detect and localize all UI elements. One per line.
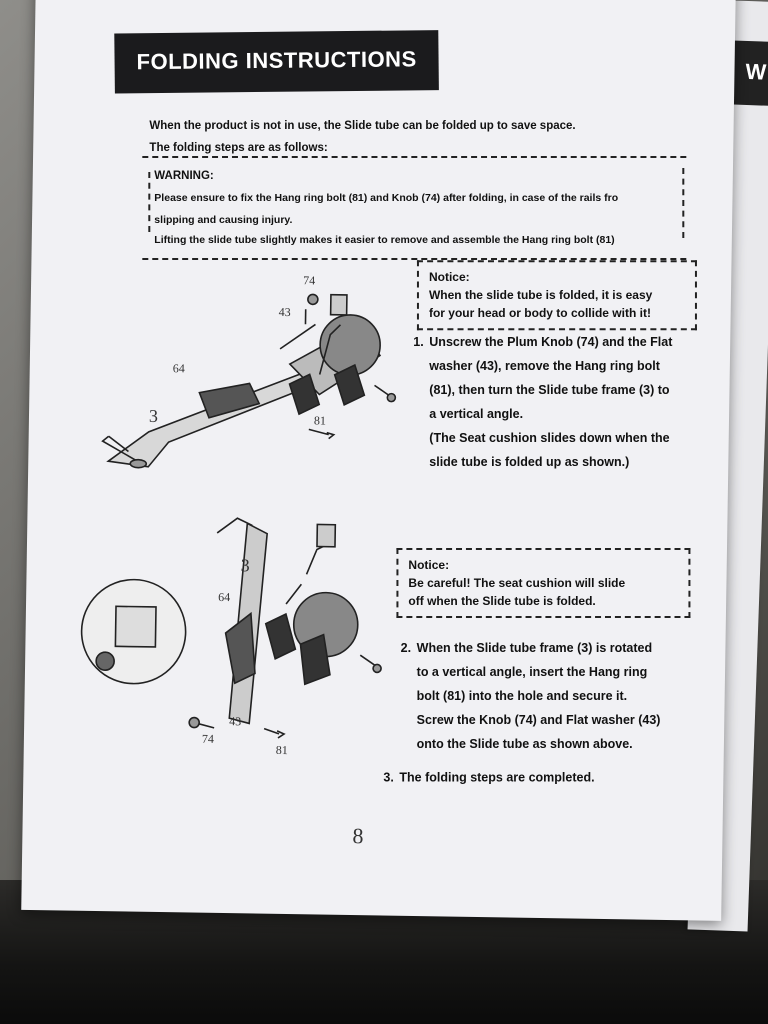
figure-2-rower-folded <box>73 511 397 786</box>
step-2-number: 2. <box>400 640 412 655</box>
fig1-label-64: 64 <box>172 361 185 376</box>
next-page-tab: W <box>730 40 768 106</box>
fig1-label-81: 81 <box>313 413 327 428</box>
fig1-label-43: 43 <box>278 304 291 320</box>
step-2-line-2: to a vertical angle, insert the Hang ring <box>416 664 648 679</box>
step-1-line-4: a vertical angle. <box>429 407 524 422</box>
step-2-line-1: When the Slide tube frame (3) is rotated <box>416 640 653 655</box>
notice-1-line-2: for your head or body to collide with it! <box>428 306 651 321</box>
title-banner <box>114 30 439 93</box>
step-1-line-6: slide tube is folded up as shown.) <box>429 455 630 470</box>
manual-page <box>21 0 736 921</box>
intro-line-2: The folding steps are as follows: <box>149 142 328 155</box>
fig2-label-81: 81 <box>275 742 288 758</box>
step-1-line-2: washer (43), remove the Hang ring bolt <box>429 359 660 374</box>
figure-1-rower-unfolded <box>88 261 412 496</box>
notice-2-line-2: off when the Slide tube is folded. <box>408 594 596 609</box>
step-1-line-5: (The Seat cushion slides down when the <box>429 431 670 446</box>
fig2-label-43: 43 <box>229 714 242 729</box>
intro-line-1: When the product is not in use, the Slide tube can be folded up to save space. <box>149 120 576 133</box>
step-1 <box>413 330 673 474</box>
fig2-label-64: 64 <box>218 589 231 605</box>
warning-line-2: slipping and causing injury. <box>154 213 293 226</box>
notice-1-line-1: When the slide tube is folded, it is easy <box>428 288 653 303</box>
page-title: FOLDING INSTRUCTIONS <box>136 46 417 75</box>
step-3-line-1: The folding steps are completed. <box>399 770 595 785</box>
notice-2-line-1: Be careful! The seat cushion will slide <box>408 576 626 591</box>
warning-line-1: Please ensure to fix the Hang ring bolt (81) and Knob (74) after folding, in case of the rails fro <box>154 191 619 204</box>
warning-box <box>142 156 686 260</box>
step-3 <box>383 765 595 789</box>
warning-line-3: Lifting the slide tube slightly makes it easier to remove and assemble the Hang ring bolt (81) <box>154 233 615 246</box>
step-1-line-1: Unscrew the Plum Knob (74) and the Flat <box>429 335 673 350</box>
notice-1-heading: Notice: <box>428 270 470 285</box>
warning-heading: WARNING: <box>154 169 214 182</box>
step-1-number: 1. <box>413 335 424 350</box>
page-number: 8 <box>352 823 364 849</box>
step-2-line-5: onto the Slide tube as shown above. <box>416 736 633 751</box>
fig1-label-74: 74 <box>303 273 316 288</box>
fig2-label-3: 3 <box>240 555 250 576</box>
fig1-label-3: 3 <box>148 405 159 426</box>
step-3-number: 3. <box>383 770 394 785</box>
notice-1-box <box>417 260 697 330</box>
step-1-line-3: (81), then turn the Slide tube frame (3) to <box>429 383 670 398</box>
step-2-line-3: bolt (81) into the hole and secure it. <box>416 688 628 703</box>
step-2-line-4: Screw the Knob (74) and Flat washer (43) <box>416 712 661 727</box>
notice-2-box <box>396 548 690 618</box>
intro-text <box>149 115 575 159</box>
fig2-label-74: 74 <box>201 731 215 746</box>
step-2 <box>400 636 661 756</box>
notice-2-heading: Notice: <box>408 558 450 573</box>
